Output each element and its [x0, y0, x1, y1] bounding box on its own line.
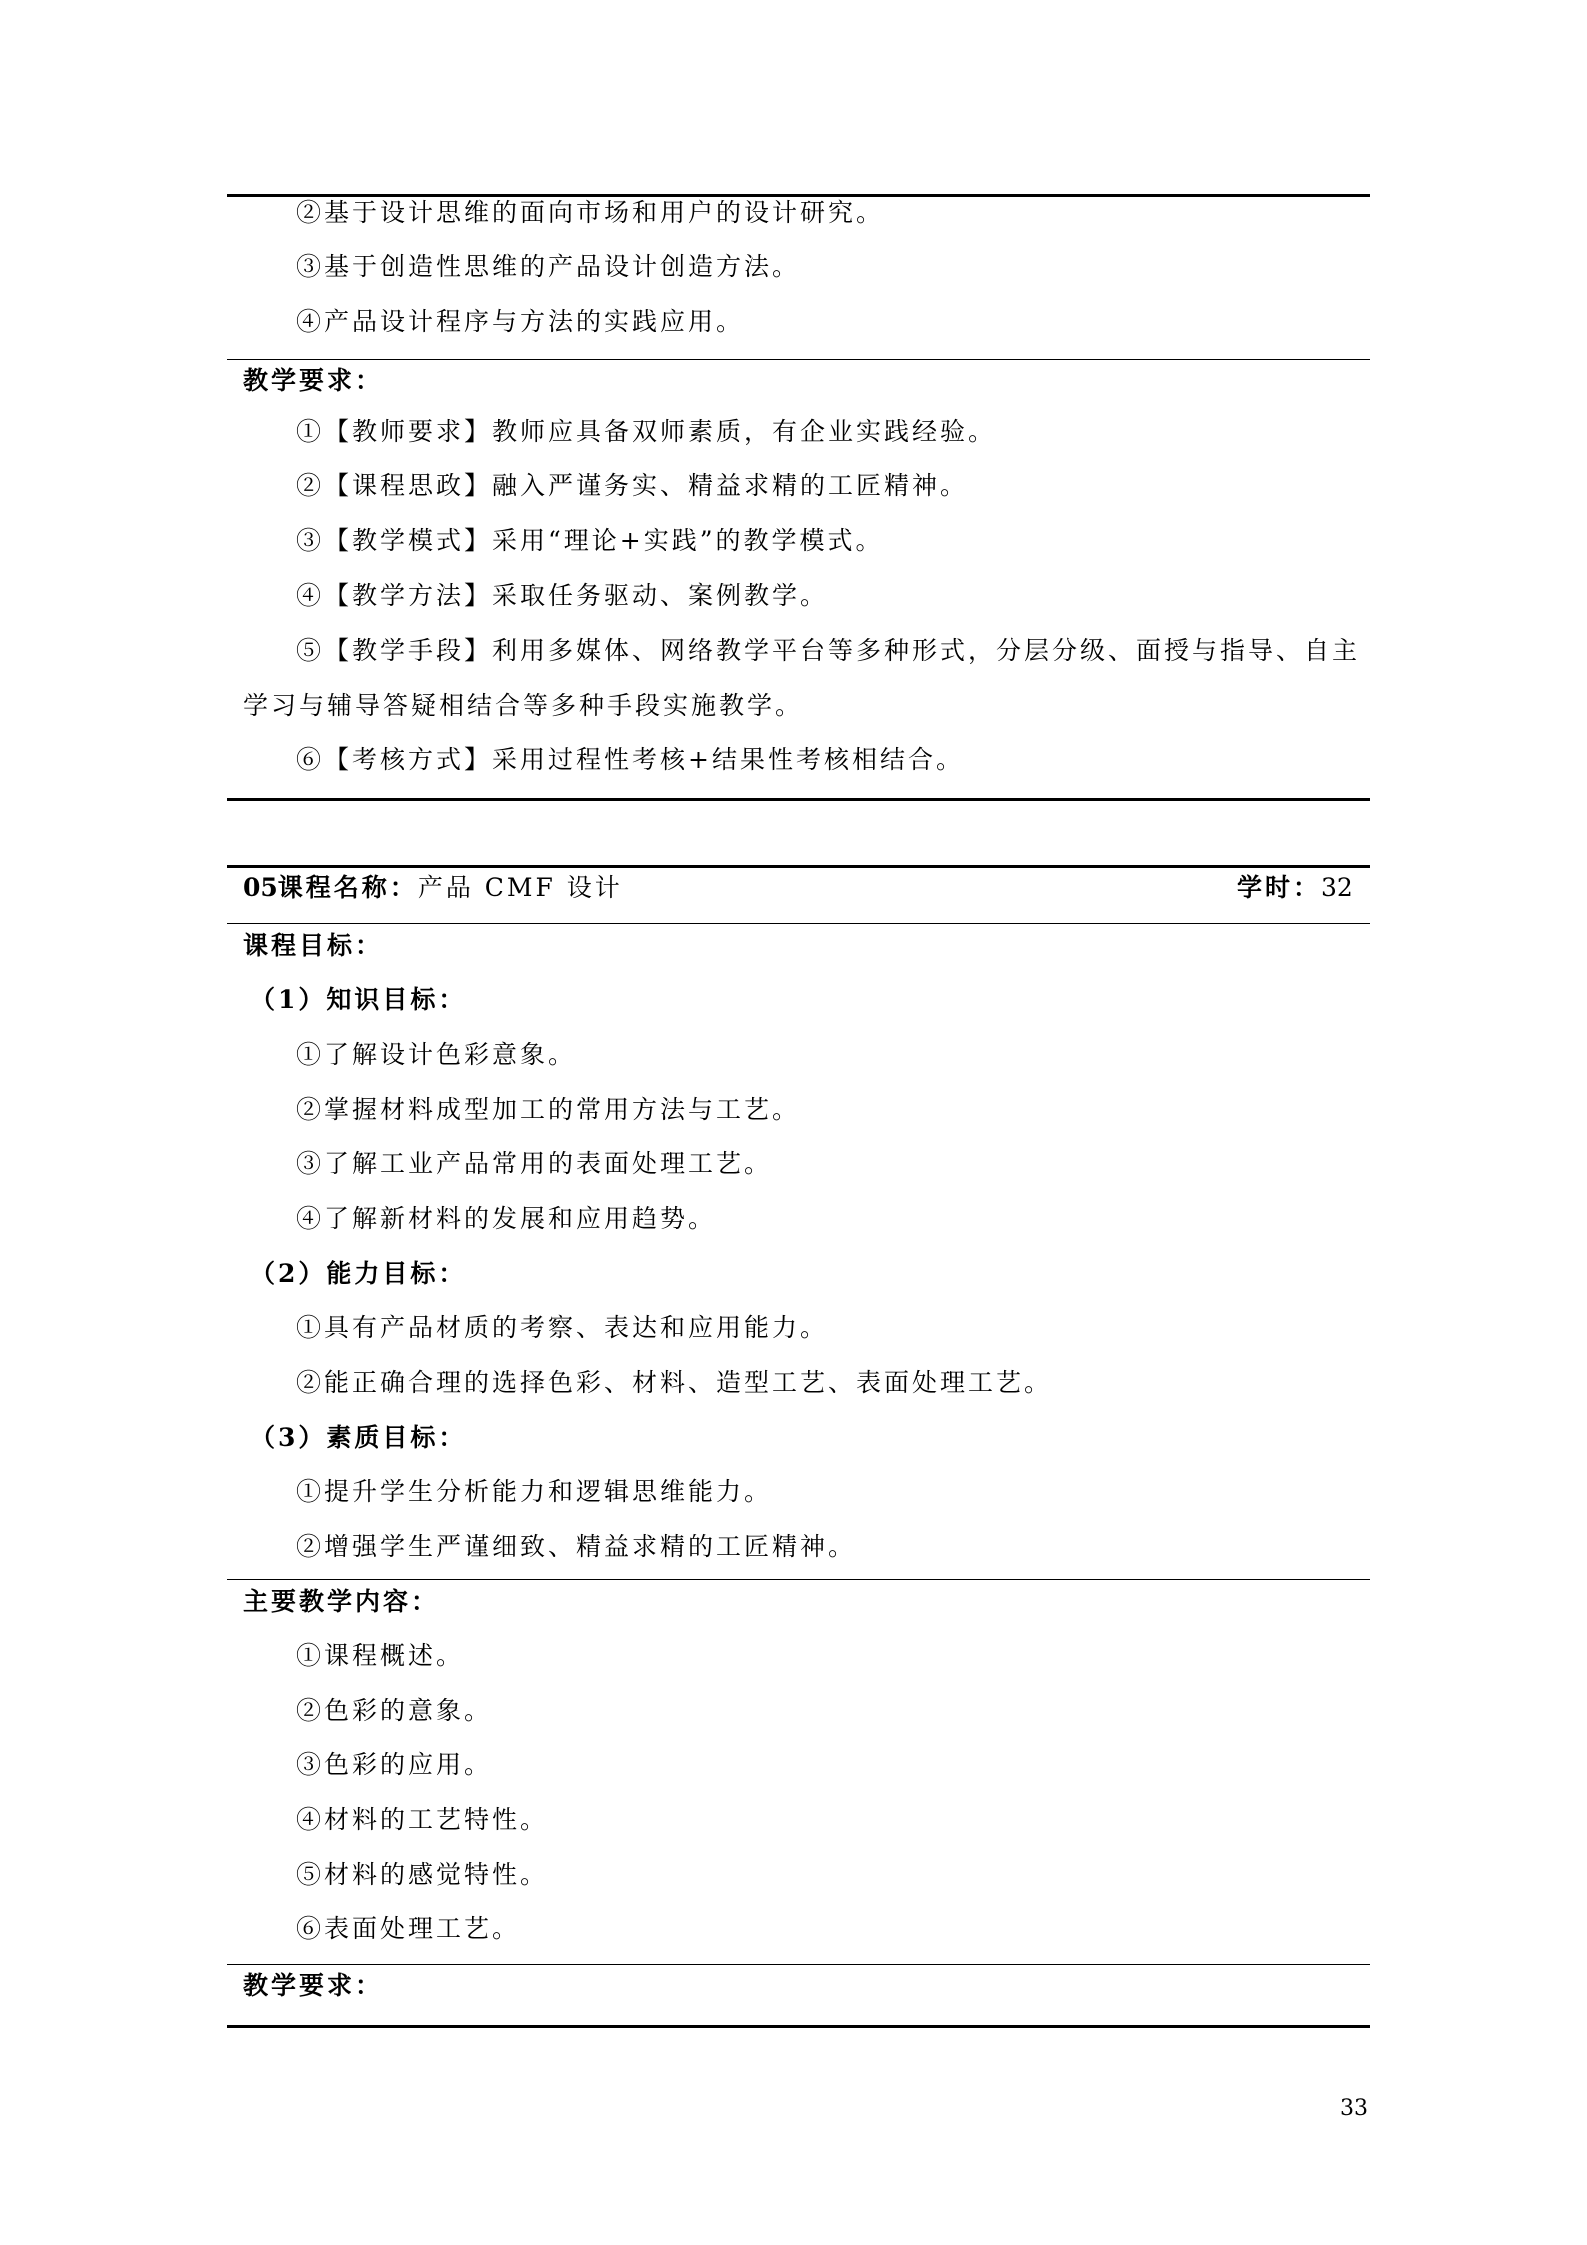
requirement-item-continued: 学习与辅导答疑相结合等多种手段实施教学。 [243, 691, 804, 720]
row-divider [227, 1579, 1370, 1580]
goal-item: ②能正确合理的选择色彩、材料、造型工艺、表面处理工艺。 [296, 1368, 1053, 1397]
content-item: ①课程概述。 [296, 1641, 465, 1670]
requirement-item: ②【课程思政】融入严谨务实、精益求精的工匠精神。 [296, 471, 969, 500]
goal-item: ③了解工业产品常用的表面处理工艺。 [296, 1149, 773, 1178]
content-item: ④材料的工艺特性。 [296, 1805, 549, 1834]
requirement-item: ③【教学模式】采用“理论+实践”的教学模式。 [296, 526, 884, 555]
subsection-heading: （3）素质目标： [250, 1423, 467, 1452]
course-name-label: 课程名称： [277, 873, 418, 902]
requirement-item: ①【教师要求】教师应具备双师素质，有企业实践经验。 [296, 417, 997, 446]
row-divider [227, 359, 1370, 360]
content-item: ③基于创造性思维的产品设计创造方法。 [296, 252, 801, 281]
requirement-item: ⑤【教学手段】利用多媒体、网络教学平台等多种形式，分层分级、面授与指导、自主 [296, 636, 1361, 665]
table-top-border [227, 865, 1370, 868]
goal-item: ④了解新材料的发展和应用趋势。 [296, 1204, 717, 1233]
content-item: ⑤材料的感觉特性。 [296, 1860, 549, 1889]
table-bottom-border [227, 798, 1370, 801]
goal-item: ②增强学生严谨细致、精益求精的工匠精神。 [296, 1532, 857, 1561]
course-hours-label: 学时： [1237, 873, 1322, 902]
course-hours-value: 32 [1321, 873, 1353, 902]
content-item: ②基于设计思维的面向市场和用户的设计研究。 [296, 198, 885, 227]
requirement-item: ⑥【考核方式】采用过程性考核+结果性考核相结合。 [296, 745, 964, 774]
section-heading: 主要教学内容： [243, 1587, 440, 1616]
page-number: 33 [1340, 2096, 1368, 2121]
content-item: ②色彩的意象。 [296, 1696, 493, 1725]
course-hours [1237, 870, 1353, 906]
course-number: 05 [243, 873, 278, 902]
content-item: ③色彩的应用。 [296, 1750, 493, 1779]
section-heading: 课程目标： [243, 931, 384, 960]
section-heading: 教学要求： [243, 1971, 384, 2000]
subsection-heading: （1）知识目标： [250, 985, 467, 1014]
content-item: ④产品设计程序与方法的实践应用。 [296, 307, 745, 336]
requirement-item: ④【教学方法】采取任务驱动、案例教学。 [296, 581, 829, 610]
row-divider [227, 923, 1370, 924]
content-item: ⑥表面处理工艺。 [296, 1914, 521, 1943]
subsection-heading: （2）能力目标： [250, 1259, 467, 1288]
row-divider [227, 1964, 1370, 1965]
goal-item: ①具有产品材质的考察、表达和应用能力。 [296, 1313, 829, 1342]
course-title [243, 870, 623, 906]
course-name: 产品 CMF 设计 [417, 873, 623, 902]
goal-item: ①了解设计色彩意象。 [296, 1040, 577, 1069]
table-bottom-border [227, 2025, 1370, 2028]
goal-item: ①提升学生分析能力和逻辑思维能力。 [296, 1477, 773, 1506]
goal-item: ②掌握材料成型加工的常用方法与工艺。 [296, 1095, 801, 1124]
section-heading: 教学要求： [243, 366, 384, 395]
